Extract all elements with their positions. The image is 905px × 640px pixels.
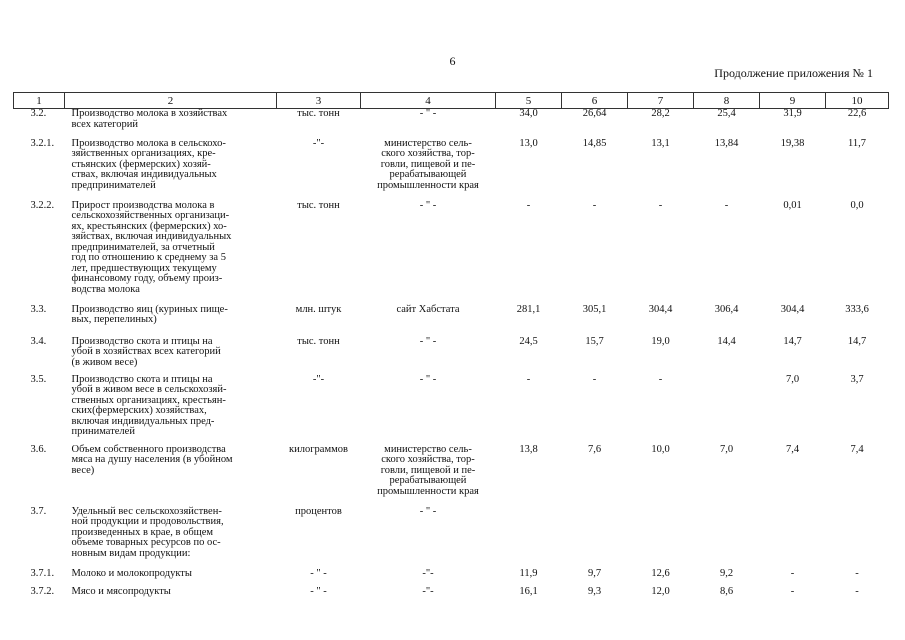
value-cell: 281,1 <box>516 303 541 315</box>
source-cell: сайт Хабстата <box>396 303 460 315</box>
value-cell: 14,4 <box>717 335 736 347</box>
value-cell: 12,0 <box>651 585 670 597</box>
value-cell: 304,4 <box>648 303 673 315</box>
table-row <box>14 375 889 445</box>
column-header-9: 9 <box>760 93 826 109</box>
value-cell: 16,1 <box>519 585 538 597</box>
source-cell: - " - <box>419 199 437 211</box>
value-cell: - <box>658 373 663 385</box>
value-cell: 0,01 <box>783 199 802 211</box>
value-cell: - <box>855 567 859 579</box>
value-cell: 14,7 <box>847 335 867 347</box>
value-cell: 9,7 <box>587 567 602 579</box>
indicator-name: Производство яиц (куриных пище- вых, перепелиных) <box>71 303 228 325</box>
table-row <box>14 507 889 569</box>
source-cell: - " - <box>419 335 437 347</box>
value-cell: 31,9 <box>783 108 802 119</box>
column-header-8: 8 <box>694 93 760 109</box>
row-number: 3.7. <box>30 505 47 517</box>
table-row <box>14 139 889 201</box>
unit-cell: -"- <box>312 137 325 149</box>
column-header-4: 4 <box>361 93 496 109</box>
value-cell: 305,1 <box>582 303 607 315</box>
appendix-table <box>13 92 889 605</box>
table-row <box>14 337 889 375</box>
indicator-name: Производство скота и птицы на убой в живом весе в сельскохозяй- ственных организациях, крестьян- ских(фермерских) хозяйствах, включая индивидуальных пред- принимателей <box>71 373 227 437</box>
value-cell: 12,6 <box>651 567 670 579</box>
indicator-name: Молоко и молокопродукты <box>71 567 192 579</box>
unit-cell: тыс. тонн <box>297 108 340 119</box>
value-cell: - <box>855 585 859 597</box>
value-cell: 333,6 <box>845 303 869 315</box>
table-row <box>14 109 889 139</box>
unit-cell: тыс. тонн <box>297 335 340 347</box>
source-cell: -"- <box>422 567 434 579</box>
value-cell: - <box>526 373 531 385</box>
indicator-name: Мясо и мясопродукты <box>71 585 171 597</box>
value-cell: 34,0 <box>519 108 538 119</box>
value-cell <box>694 375 760 445</box>
value-cell: 11,9 <box>519 567 538 579</box>
value-cell: 13,8 <box>519 443 538 455</box>
column-header-6: 6 <box>562 93 628 109</box>
unit-cell: килограммов <box>289 443 348 455</box>
value-cell: 19,38 <box>780 137 805 149</box>
value-cell: 0,0 <box>850 199 864 211</box>
row-number: 3.7.1. <box>30 567 55 579</box>
row-number: 3.7.2. <box>30 585 55 597</box>
unit-cell: -"- <box>312 373 325 385</box>
column-header-10: 10 <box>826 93 889 109</box>
value-cell <box>496 507 562 569</box>
row-number: 3.3. <box>30 303 47 315</box>
table-row <box>14 445 889 507</box>
table-row <box>14 569 889 587</box>
value-cell: - <box>724 199 729 211</box>
value-cell: - <box>592 199 597 211</box>
table-row <box>14 305 889 337</box>
source-cell: министерство сель- ского хозяйства, тор- говли, пищевой и пе- рерабатывающей промышленности края <box>377 443 479 497</box>
value-cell: 14,85 <box>582 137 607 149</box>
value-cell: 14,7 <box>783 335 802 347</box>
header-row <box>14 93 889 109</box>
value-cell: 7,4 <box>850 443 864 455</box>
value-cell <box>694 507 760 569</box>
indicator-name: Объем собственного производства мяса на душу населения (в убойном весе) <box>71 443 233 476</box>
unit-cell: - " - <box>310 567 327 579</box>
value-cell: 25,4 <box>717 108 736 119</box>
value-cell: 13,0 <box>519 137 538 149</box>
value-cell <box>628 507 694 569</box>
indicator-name: Удельный вес сельскохозяйствен- ной продукции и продовольствия, произведенных в крае, в общем объеме товарных ресурсов по ос- новным видам продукции: <box>71 505 224 559</box>
value-cell: 22,6 <box>847 108 867 119</box>
value-cell: - <box>790 585 795 597</box>
unit-cell: - " - <box>310 585 327 597</box>
indicator-name: Производство молока в сельскохо- зяйственных организациях, кре- стьянских (фермерских) хозяй- ствах, включая индивидуальных предпринимателей <box>71 137 226 191</box>
value-cell <box>826 507 889 569</box>
source-cell: - " - <box>419 505 437 517</box>
column-header-2: 2 <box>65 93 277 109</box>
value-cell: - <box>526 199 531 211</box>
row-number: 3.2. <box>30 108 47 119</box>
value-cell: 10,0 <box>651 443 670 455</box>
continuation-note: Продолжение приложения № 1 <box>714 66 873 80</box>
source-cell: - " - <box>419 108 437 119</box>
value-cell <box>760 507 826 569</box>
column-header-3: 3 <box>277 93 361 109</box>
value-cell: 304,4 <box>780 303 805 315</box>
unit-cell: процентов <box>295 505 342 517</box>
value-cell: 306,4 <box>714 303 739 315</box>
column-header-5: 5 <box>496 93 562 109</box>
row-number: 3.2.1. <box>30 137 55 149</box>
source-cell: министерство сель- ского хозяйства, тор- говли, пищевой и пе- рерабатывающей промышленности края <box>377 137 479 191</box>
source-cell: -"- <box>422 585 434 597</box>
page-number: 6 <box>449 54 456 68</box>
value-cell: 28,2 <box>651 108 670 119</box>
value-cell: 15,7 <box>585 335 604 347</box>
indicator-name: Прирост производства молока в сельскохозяйственных организаци- ях, крестьянских (фермерских) хо- зяйствах, включая индивидуальных предпринимателей, за отчетный год по отношению к среднему за 5 лет, предшествующих текущему финансовому году, объему произ- водства молока <box>71 199 232 295</box>
value-cell: - <box>790 567 795 579</box>
value-cell: 8,6 <box>719 585 734 597</box>
value-cell: 9,2 <box>719 567 734 579</box>
column-header-1: 1 <box>14 93 65 109</box>
indicator-name: Производство скота и птицы на убой в хозяйствах всех категорий (в живом весе) <box>71 335 221 368</box>
value-cell: 7,0 <box>785 373 800 385</box>
column-header-7: 7 <box>628 93 694 109</box>
value-cell: 7,0 <box>719 443 734 455</box>
value-cell: 26,64 <box>582 108 607 119</box>
row-number: 3.5. <box>30 373 47 385</box>
value-cell: 11,7 <box>848 137 866 149</box>
row-number: 3.4. <box>30 335 47 347</box>
unit-cell: тыс. тонн <box>297 199 340 211</box>
value-cell: 9,3 <box>587 585 602 597</box>
value-cell: 13,84 <box>714 137 739 149</box>
value-cell: - <box>592 373 597 385</box>
table-row <box>14 587 889 605</box>
unit-cell: млн. штук <box>295 303 342 315</box>
row-number: 3.6. <box>30 443 47 455</box>
row-number: 3.2.2. <box>30 199 55 211</box>
table-row <box>14 201 889 305</box>
indicator-name: Производство молока в хозяйствах всех категорий <box>71 108 228 130</box>
value-cell: 7,6 <box>587 443 602 455</box>
value-cell <box>562 507 628 569</box>
source-cell: - " - <box>419 373 437 385</box>
value-cell: 19,0 <box>651 335 670 347</box>
value-cell: 7,4 <box>785 443 800 455</box>
value-cell: 13,1 <box>651 137 670 149</box>
value-cell: 24,5 <box>519 335 538 347</box>
value-cell: 3,7 <box>850 373 864 385</box>
value-cell: - <box>658 199 663 211</box>
